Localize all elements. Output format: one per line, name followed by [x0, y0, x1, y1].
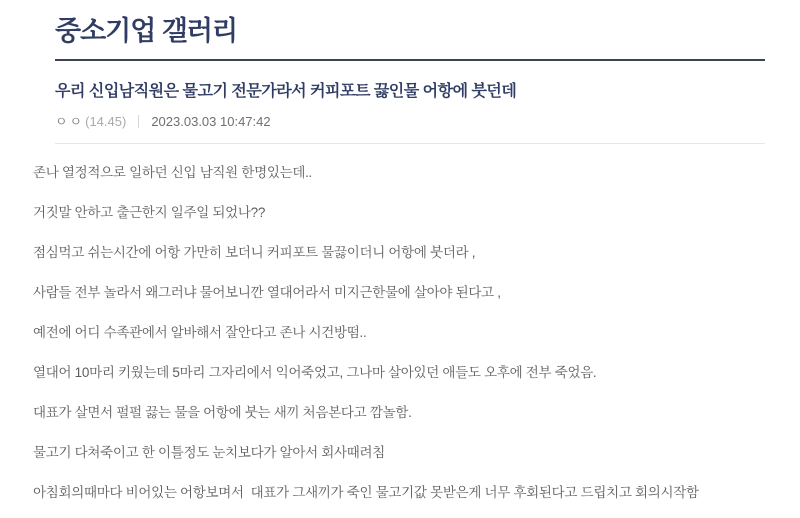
post-paragraph: 존나 열정적으로 일하던 신입 남직원 한명있는데..: [33, 165, 312, 181]
post-meta: [55, 115, 765, 128]
post-paragraph: 물고기 다쳐죽이고 한 이틀정도 눈치보다가 알아서 회사때려침: [33, 445, 385, 461]
gallery-header: [0, 0, 800, 47]
post-paragraph: 예전에 어디 수족관에서 알바해서 잘안다고 존나 시건방떰..: [33, 325, 367, 341]
post-paragraph: 아침회의때마다 비어있는 어항보며서 대표가 그새끼가 죽인 물고기값 못받은게 너무 후회된다고 드립치고 회의시작함: [33, 485, 699, 501]
post-paragraph: 점심먹고 쉬는시간에 어항 가만히 보더니 커피포트 물끓이더니 어항에 붓더라 ,: [33, 245, 476, 261]
post-paragraph: 거짓말 안하고 출근한지 일주일 되었나??: [33, 205, 266, 221]
post-timestamp: 2023.03.03 10:47:42: [151, 114, 271, 130]
author-nickname: ㅇㅇ: [55, 114, 85, 130]
post-paragraph: 대표가 살면서 펄펄 끓는 물을 어항에 붓는 새끼 처음본다고 깜놀함.: [33, 405, 412, 421]
author-ip: (14.45): [85, 114, 127, 130]
post-head: [0, 61, 800, 128]
post-body: [0, 144, 800, 501]
gallery-title-link[interactable]: 중소기업 갤러리: [55, 16, 238, 46]
post-paragraph: 열대어 10마리 키웠는데 5마리 그자리에서 익어죽었고, 그나마 살아있던 애들도 오후에 전부 죽었음.: [33, 365, 597, 381]
post-title: 우리 신입남직원은 물고기 전문가라서 커피포트 끓인물 어항에 붓던데: [55, 83, 517, 101]
meta-separator: [138, 115, 139, 128]
post-author[interactable]: [55, 115, 126, 128]
post-paragraph: 사람들 전부 놀라서 왜그러냐 물어보니깐 열대어라서 미지근한물에 살아야 된다고 ,: [33, 285, 501, 301]
